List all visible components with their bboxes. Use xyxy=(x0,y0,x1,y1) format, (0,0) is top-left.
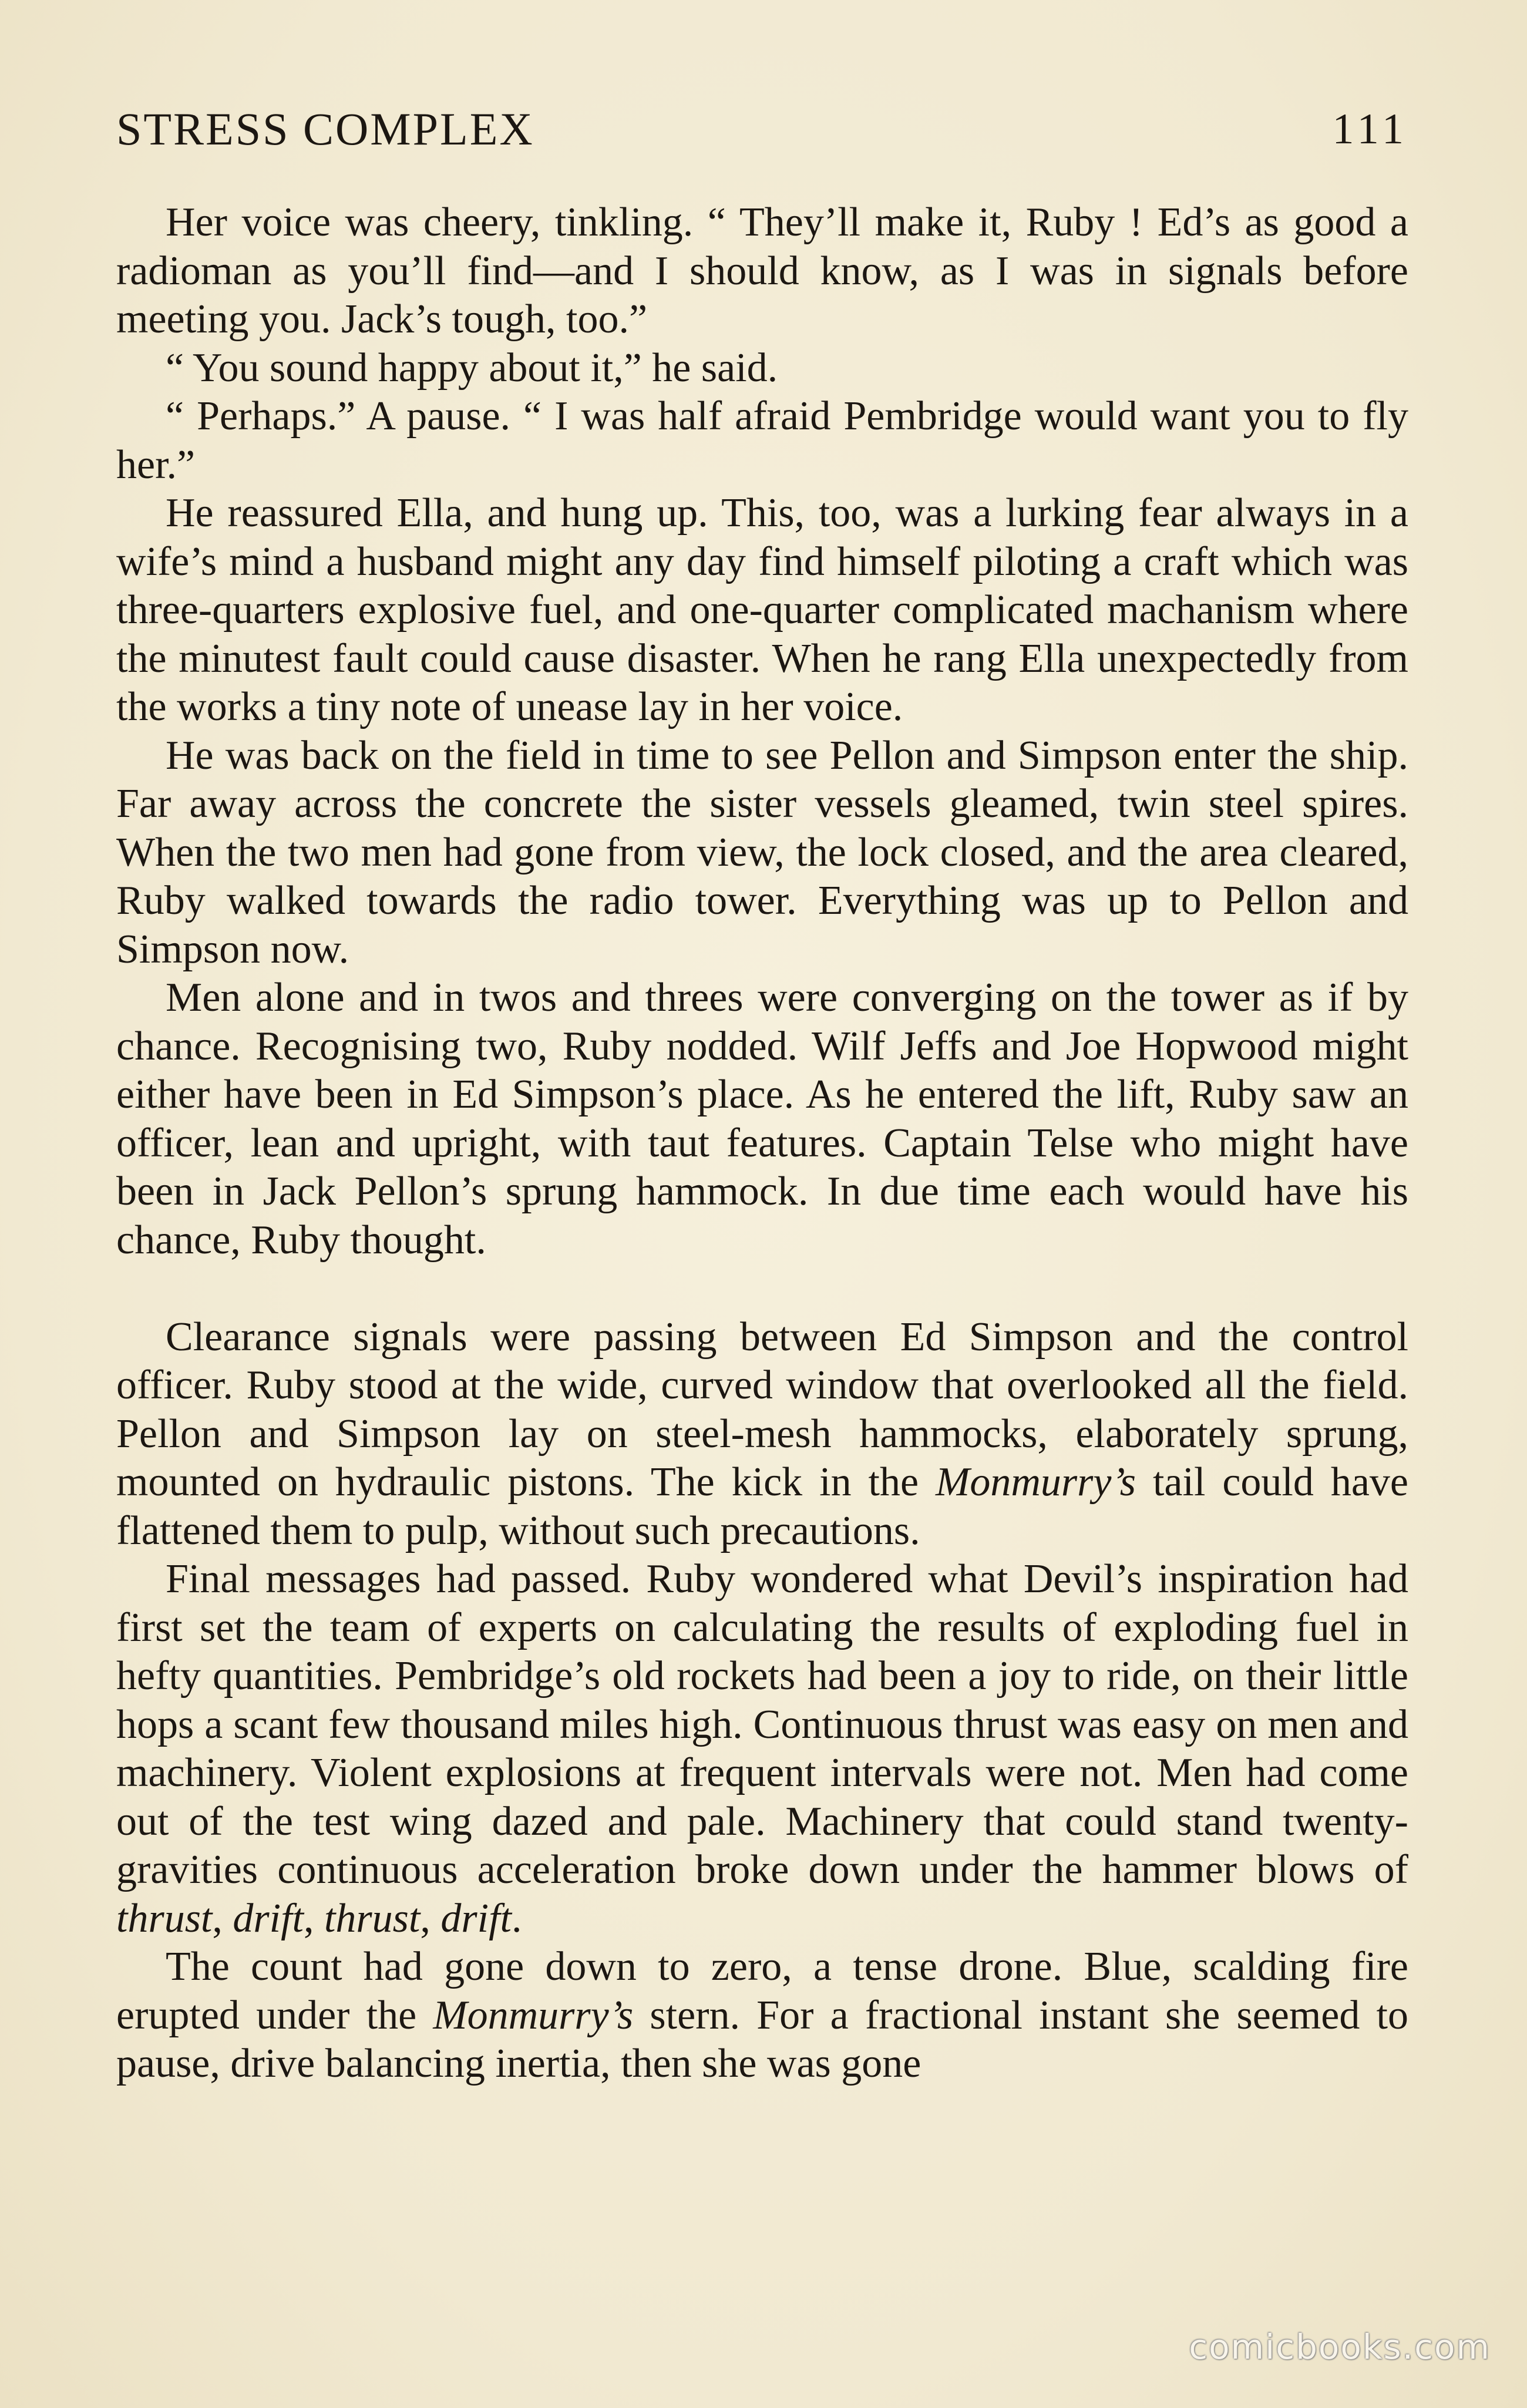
italic-text: drift xyxy=(440,1895,512,1941)
paragraph: Men alone and in twos and threes were converging on the tower as if by chance. Recognising two, Ruby nodded. Wilf Jeffs and Joe Hopwood might either have been in Ed Simpson’s place. As he entered the lift, Ruby saw an officer, lean and upright, with taut features. Captain Telse who might have been in Jack Pellon’s sprung hammock. In due time each would have his chance, Ruby thought. xyxy=(116,975,1408,1263)
italic-text: Monmurry’s xyxy=(433,1992,634,2038)
italic-text: drift xyxy=(233,1895,304,1941)
paragraph: Final messages had passed. Ruby wondered what Devil’s inspiration had first set the team of experts on calculating the results of exploding fuel in hefty quantities. Pembridge’s old rockets had been a joy to ride, on their little hops a scant few thousand miles high. Continuous thrust was easy on men and machinery. Violent explosions at frequent intervals were not. Men had come out of the test wing dazed and pale. Machinery that could stand twenty-gravities continuous acceleration broke down under the hammer blows of thrust, drift, thrust, drift. xyxy=(116,1556,1408,1941)
paragraph: He was back on the field in time to see Pellon and Simpson enter the ship. Far away across the concrete the sister vessels gleamed, twin steel spires. When the two men had gone from view, the lock closed, and the area cleared, Ruby walked towards the radio tower. Everything was up to Pellon and Simpson now. xyxy=(116,732,1408,972)
paragraph: “ Perhaps.” A pause. “ I was half afraid Pembridge would want you to fly her.” xyxy=(116,394,1408,487)
paragraph: Her voice was cheery, tinkling. “ They’ll make it, Ruby ! Ed’s as good a radioman as you’ll find—and I should know, as I was in signals before meeting you. Jack’s tough, too.” xyxy=(116,200,1408,342)
paragraph: Clearance signals were passing between Ed Simpson and the control officer. Ruby stood at the wide, curved window that overlooked all the field. Pellon and Simpson lay on steel-mesh hammocks, elaborately sprung, mounted on hydraulic pistons. The kick in the Monmurry’s tail could have flattened them to pulp, without such precautions. xyxy=(116,1314,1408,1553)
paragraph: “ You sound happy about it,” he said. xyxy=(166,345,778,391)
paragraph: The count had gone down to zero, a tense drone. Blue, scalding fire erupted under the Monmurry’s stern. For a fractional instant she seemed to pause, drive balancing inertia, then she was gone xyxy=(116,1944,1408,2086)
page-header xyxy=(116,97,1408,162)
body-text xyxy=(116,199,1408,2088)
italic-text: thrust xyxy=(324,1895,421,1941)
italic-text: Monmurry’s xyxy=(936,1459,1136,1505)
running-head: STRESS COMPLEX xyxy=(116,103,534,154)
page-number: 111 xyxy=(1332,105,1408,153)
italic-text: thrust xyxy=(116,1895,213,1941)
watermark: comicbooks.com xyxy=(1189,2327,1491,2367)
paragraph: He reassured Ella, and hung up. This, too, was a lurking fear always in a wife’s mind a husband might any day find himself piloting a craft which was three-quarters explosive fuel, and one-quarter complicated machanism where the minutest fault could cause disaster. When he rang Ella unexpectedly from the works a tiny note of unease lay in her voice. xyxy=(116,490,1408,729)
